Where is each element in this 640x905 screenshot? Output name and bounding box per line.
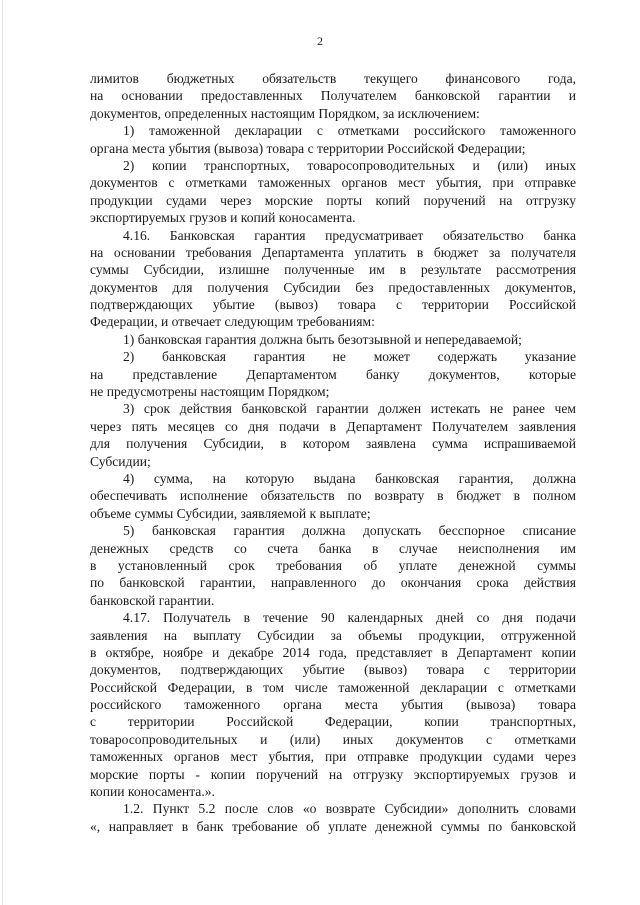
page-number: 2 xyxy=(317,34,323,48)
text-line: 4) сумма, на которую выдана банковская гарантия, должна xyxy=(123,470,576,486)
document-body xyxy=(90,70,576,835)
paragraph xyxy=(90,400,576,470)
text-line: документов, определенных настоящим Порядком, за исключением: xyxy=(90,105,480,121)
text-line: 1) таможенной декларации с отметками российского таможенного xyxy=(123,123,576,139)
text-line: заявления на выплату Субсидии за объемы продукции, отгруженной xyxy=(90,627,576,643)
text-line: 4.17. Получатель в течение 90 календарных дней со дня подачи xyxy=(123,610,576,626)
text-line: копии коносамента.». xyxy=(90,784,215,800)
text-line: экспортируемых грузов и копий коносамента. xyxy=(90,210,356,226)
text-line: Субсидии; xyxy=(90,453,151,469)
text-line: лимитов бюджетных обязательств текущего финансового года, xyxy=(90,71,576,86)
paragraph xyxy=(90,800,576,835)
text-line: органа места убытия (вывоза) товара с территории Российской Федерации; xyxy=(90,140,526,156)
text-line: объеме суммы Субсидии, заявляемой к выплате; xyxy=(90,505,371,521)
text-line: для получения Субсидии, в котором заявлена сумма испрашиваемой xyxy=(90,436,576,452)
text-line: 2) банковская гарантия не может содержать указание xyxy=(123,349,576,365)
text-line: 1) банковская гарантия должна быть безотзывной и непередаваемой; xyxy=(123,331,522,347)
text-line: документов, подтверждающих убытие (вывоз) товара с территории xyxy=(90,662,576,678)
text-line: денежных средств со счета банка в случае неисполнения им xyxy=(90,540,576,556)
paragraph xyxy=(90,609,576,800)
text-line: 4.16. Банковская гарантия предусматривает обязательство банка xyxy=(123,227,576,243)
text-line: российского таможенного органа места убытия (вывоза) товара xyxy=(90,697,576,713)
text-line: на основании требования Департамента уплатить в бюджет за получателя xyxy=(90,244,576,260)
paragraph xyxy=(90,157,576,227)
scan-edge xyxy=(2,0,3,905)
text-line: через пять месяцев со дня подачи в Департамент Получателем заявления xyxy=(90,418,576,434)
paragraph xyxy=(90,122,576,157)
paragraph xyxy=(90,348,576,400)
paragraph xyxy=(90,331,576,348)
text-line: с территории Российской Федерации, копии транспортных, xyxy=(90,714,576,730)
text-line: товаросопроводительных и (или) иных документов с отметками xyxy=(90,731,576,747)
text-line: 3) срок действия банковской гарантии должен истекать не ранее чем xyxy=(123,401,576,417)
text-line: Федерации, и отвечает следующим требованиям: xyxy=(90,314,375,330)
text-line: 5) банковская гарантия должна допускать бесспорное списание xyxy=(123,523,576,539)
paragraph xyxy=(90,522,576,609)
paragraph xyxy=(90,70,576,122)
text-line: 2) копии транспортных, товаросопроводительных и (или) иных xyxy=(123,157,576,173)
text-line: по банковской гарантии, направленного до окончания срока действия xyxy=(90,575,576,591)
text-line: в установленный срок требования об уплате денежной суммы xyxy=(90,557,576,573)
paragraph xyxy=(90,227,576,331)
text-line: таможенных органов мест убытия, при отправке продукции судами через xyxy=(90,749,576,765)
text-line: не предусмотрены настоящим Порядком; xyxy=(90,384,330,400)
text-line: банковской гарантии. xyxy=(90,592,215,608)
text-line: обеспечивать исполнение обязательств по возврату в бюджет в полном xyxy=(90,488,576,504)
text-line: подтверждающих убытие (вывоз) товара с территории Российской xyxy=(90,297,576,313)
paragraph xyxy=(90,470,576,522)
text-line: «, направляет в банк требование об уплате денежной суммы по банковской xyxy=(90,818,576,834)
text-line: документов с отметками таможенных органов мест убытия, при отправке xyxy=(90,175,576,191)
text-line: продукции судами через морские порты копий поручений на отгрузку xyxy=(90,192,576,208)
text-line: суммы Субсидии, излишне полученные им в результате рассмотрения xyxy=(90,262,576,278)
text-line: морские порты - копии поручений на отгрузку экспортируемых грузов и xyxy=(90,766,576,782)
text-line: документов для получения Субсидии без предоставленных документов, xyxy=(90,279,576,295)
text-line: Российской Федерации, в том числе таможенной декларации с отметками xyxy=(90,679,576,695)
text-line: в октябре, ноябре и декабре 2014 года, представляет в Департамент копии xyxy=(90,644,576,660)
text-line: на представление Департаментом банку документов, которые xyxy=(90,366,576,382)
text-line: на основании предоставленных Получателем банковской гарантии и xyxy=(90,88,576,104)
text-line: 1.2. Пункт 5.2 после слов «о возврате Субсидии» дополнить словами xyxy=(123,801,576,817)
